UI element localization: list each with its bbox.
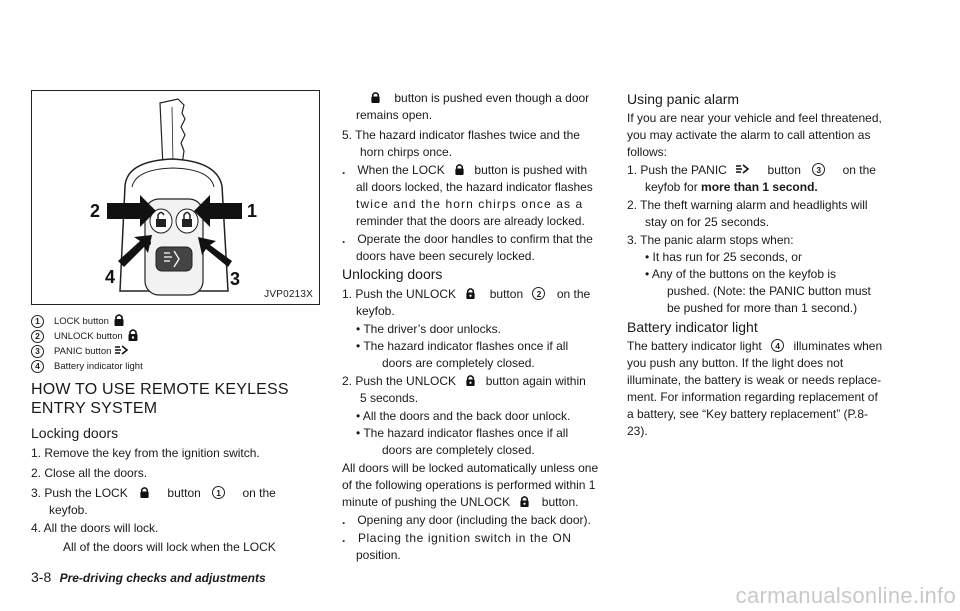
unlocking-step-2-cont: 5 seconds. — [360, 391, 419, 405]
panic-intro-3: follows: — [627, 145, 668, 159]
section-title — [31, 380, 323, 418]
panic-step-2-cont: stay on for 25 seconds. — [645, 215, 770, 229]
legend-item — [31, 359, 291, 374]
panic-icon — [115, 345, 129, 355]
unlock-icon — [519, 495, 530, 507]
unlock-icon — [465, 287, 476, 299]
locking-bullet-1: . When the LOCK button is pushed with — [342, 163, 588, 177]
locking-step-4-cont: button is pushed even though a door — [370, 90, 610, 107]
unlocking-step-1-cont: keyfob. — [356, 304, 395, 318]
page-footer — [31, 569, 266, 585]
panic-bullet: • Any of the buttons on the keyfob is — [645, 267, 836, 281]
callout-1: 1 — [247, 201, 258, 221]
locking-step-1: 1. Remove the key from the ignition switch. — [31, 446, 260, 460]
panic-intro-1: If you are near your vehicle and feel threatened, — [627, 111, 882, 125]
unlock-icon — [465, 374, 476, 386]
number-badge: 1 — [31, 315, 44, 328]
legend-label: UNLOCK button — [54, 331, 123, 342]
number-badge: 2 — [532, 287, 545, 300]
lock-icon — [454, 163, 465, 175]
panic-heading: Using panic alarm — [627, 91, 740, 107]
panic-step-3: 3. The panic alarm stops when: — [627, 233, 794, 247]
panic-bullet-cont: be pushed for more than 1 second.) — [667, 301, 858, 315]
locking-bullet-1-line3: twice and the horn chirps once as a — [356, 197, 584, 211]
chapter-title: Pre-driving checks and adjustments — [59, 571, 266, 585]
locking-bullet-1-line4: reminder that the doors are already locked. — [356, 214, 585, 228]
watermark: carmanualsonline.info — [735, 583, 956, 608]
locking-step-4-detail: All of the doors will lock when the LOCK — [63, 540, 276, 554]
unlocking-bullet-cont: doors are completely closed. — [382, 356, 535, 370]
auto-lock-op-1: . Opening any door (including the back door). — [342, 513, 591, 527]
panic-step-1: 1. Push the PANIC button 3 on the — [627, 163, 876, 177]
locking-step-4-end: remains open. — [356, 108, 433, 122]
panic-step-1-cont: keyfob for more than 1 second. — [645, 180, 818, 194]
legend-label: Battery indicator light — [54, 361, 143, 372]
battery-text-6: 23). — [627, 424, 648, 438]
unlocking-step-1: 1. Push the UNLOCK button 2 on the — [342, 287, 591, 301]
panic-intro-2: you may activate the alarm to call attention as — [627, 128, 871, 142]
figure-code: JVP0213X — [264, 289, 313, 300]
number-badge: 4 — [31, 360, 44, 373]
locking-step-3: 3. Push the LOCK button 1 on the — [31, 486, 276, 500]
locking-heading: Locking doors — [31, 425, 119, 441]
legend-item — [31, 314, 291, 329]
legend-label: LOCK button — [54, 316, 109, 327]
auto-lock-text-3: minute of pushing the UNLOCK button. — [342, 495, 579, 509]
locking-bullet-2-line2: doors have been securely locked. — [356, 249, 535, 263]
battery-text-1: The battery indicator light 4 illuminates when — [627, 339, 883, 353]
number-badge: 3 — [31, 345, 44, 358]
unlocking-bullet-cont: doors are completely closed. — [382, 443, 535, 457]
number-badge: 4 — [771, 339, 784, 352]
auto-lock-text-2: of the following operations is performed within 1 — [342, 478, 596, 492]
locking-step-3-cont: keyfob. — [49, 503, 88, 517]
locking-bullet-2: . Operate the door handles to confirm that the — [342, 232, 593, 246]
callout-4: 4 — [105, 267, 116, 287]
battery-text-3: illuminate, the battery is weak or needs replace- — [627, 373, 882, 387]
unlocking-bullet: • All the doors and the back door unlock. — [356, 409, 571, 423]
locking-bullet-1-line2: all doors locked, the hazard indicator flashes — [356, 180, 593, 194]
locking-step-2: 2. Close all the doors. — [31, 466, 148, 480]
auto-lock-op-2: . Placing the ignition switch in the ON — [342, 531, 572, 545]
lock-icon — [139, 486, 150, 498]
unlock-icon — [127, 328, 139, 341]
keyfob-illustration — [32, 91, 319, 304]
auto-lock-op-2-cont: position. — [356, 548, 401, 562]
page-number: 3-8 — [31, 569, 52, 585]
unlocking-bullet: • The hazard indicator flashes once if all — [356, 339, 569, 353]
legend-item — [31, 344, 291, 359]
number-badge: 2 — [31, 330, 44, 343]
battery-heading: Battery indicator light — [627, 319, 758, 335]
locking-step-4: 4. All the doors will lock. — [31, 521, 159, 535]
lock-icon — [113, 313, 125, 326]
callout-3: 3 — [230, 269, 241, 289]
unlocking-step-2: 2. Push the UNLOCK button again within — [342, 374, 586, 388]
legend-label: PANIC button — [54, 346, 112, 357]
panic-icon — [736, 164, 750, 174]
callout-2: 2 — [90, 201, 101, 221]
legend-item — [31, 329, 291, 344]
section-title-line1: HOW TO USE REMOTE KEYLESS — [31, 381, 289, 398]
battery-text-4: ment. For information regarding replacement of — [627, 390, 878, 404]
locking-step-5-cont: horn chirps once. — [360, 145, 453, 159]
number-badge: 1 — [212, 486, 225, 499]
number-badge: 3 — [812, 163, 825, 176]
unlocking-bullet: • The driver’s door unlocks. — [356, 322, 501, 336]
panic-bullet-cont: pushed. (Note: the PANIC button must — [667, 284, 871, 298]
battery-text-5: a battery, see “Key battery replacement” (P.8- — [627, 407, 869, 421]
battery-text-2: you push any button. If the light does not — [627, 356, 844, 370]
panic-step-2: 2. The theft warning alarm and headlights will — [627, 198, 868, 212]
section-title-line2: ENTRY SYSTEM — [31, 400, 158, 417]
locking-step-5: 5. The hazard indicator flashes twice and the — [342, 128, 580, 142]
figure-legend — [31, 314, 291, 374]
unlocking-heading: Unlocking doors — [342, 266, 443, 282]
auto-lock-text-1: All doors will be locked automatically unless one — [342, 461, 599, 475]
keyfob-figure — [31, 90, 320, 305]
panic-bullet: • It has run for 25 seconds, or — [645, 250, 802, 264]
lock-icon — [370, 91, 381, 103]
unlocking-bullet: • The hazard indicator flashes once if all — [356, 426, 569, 440]
